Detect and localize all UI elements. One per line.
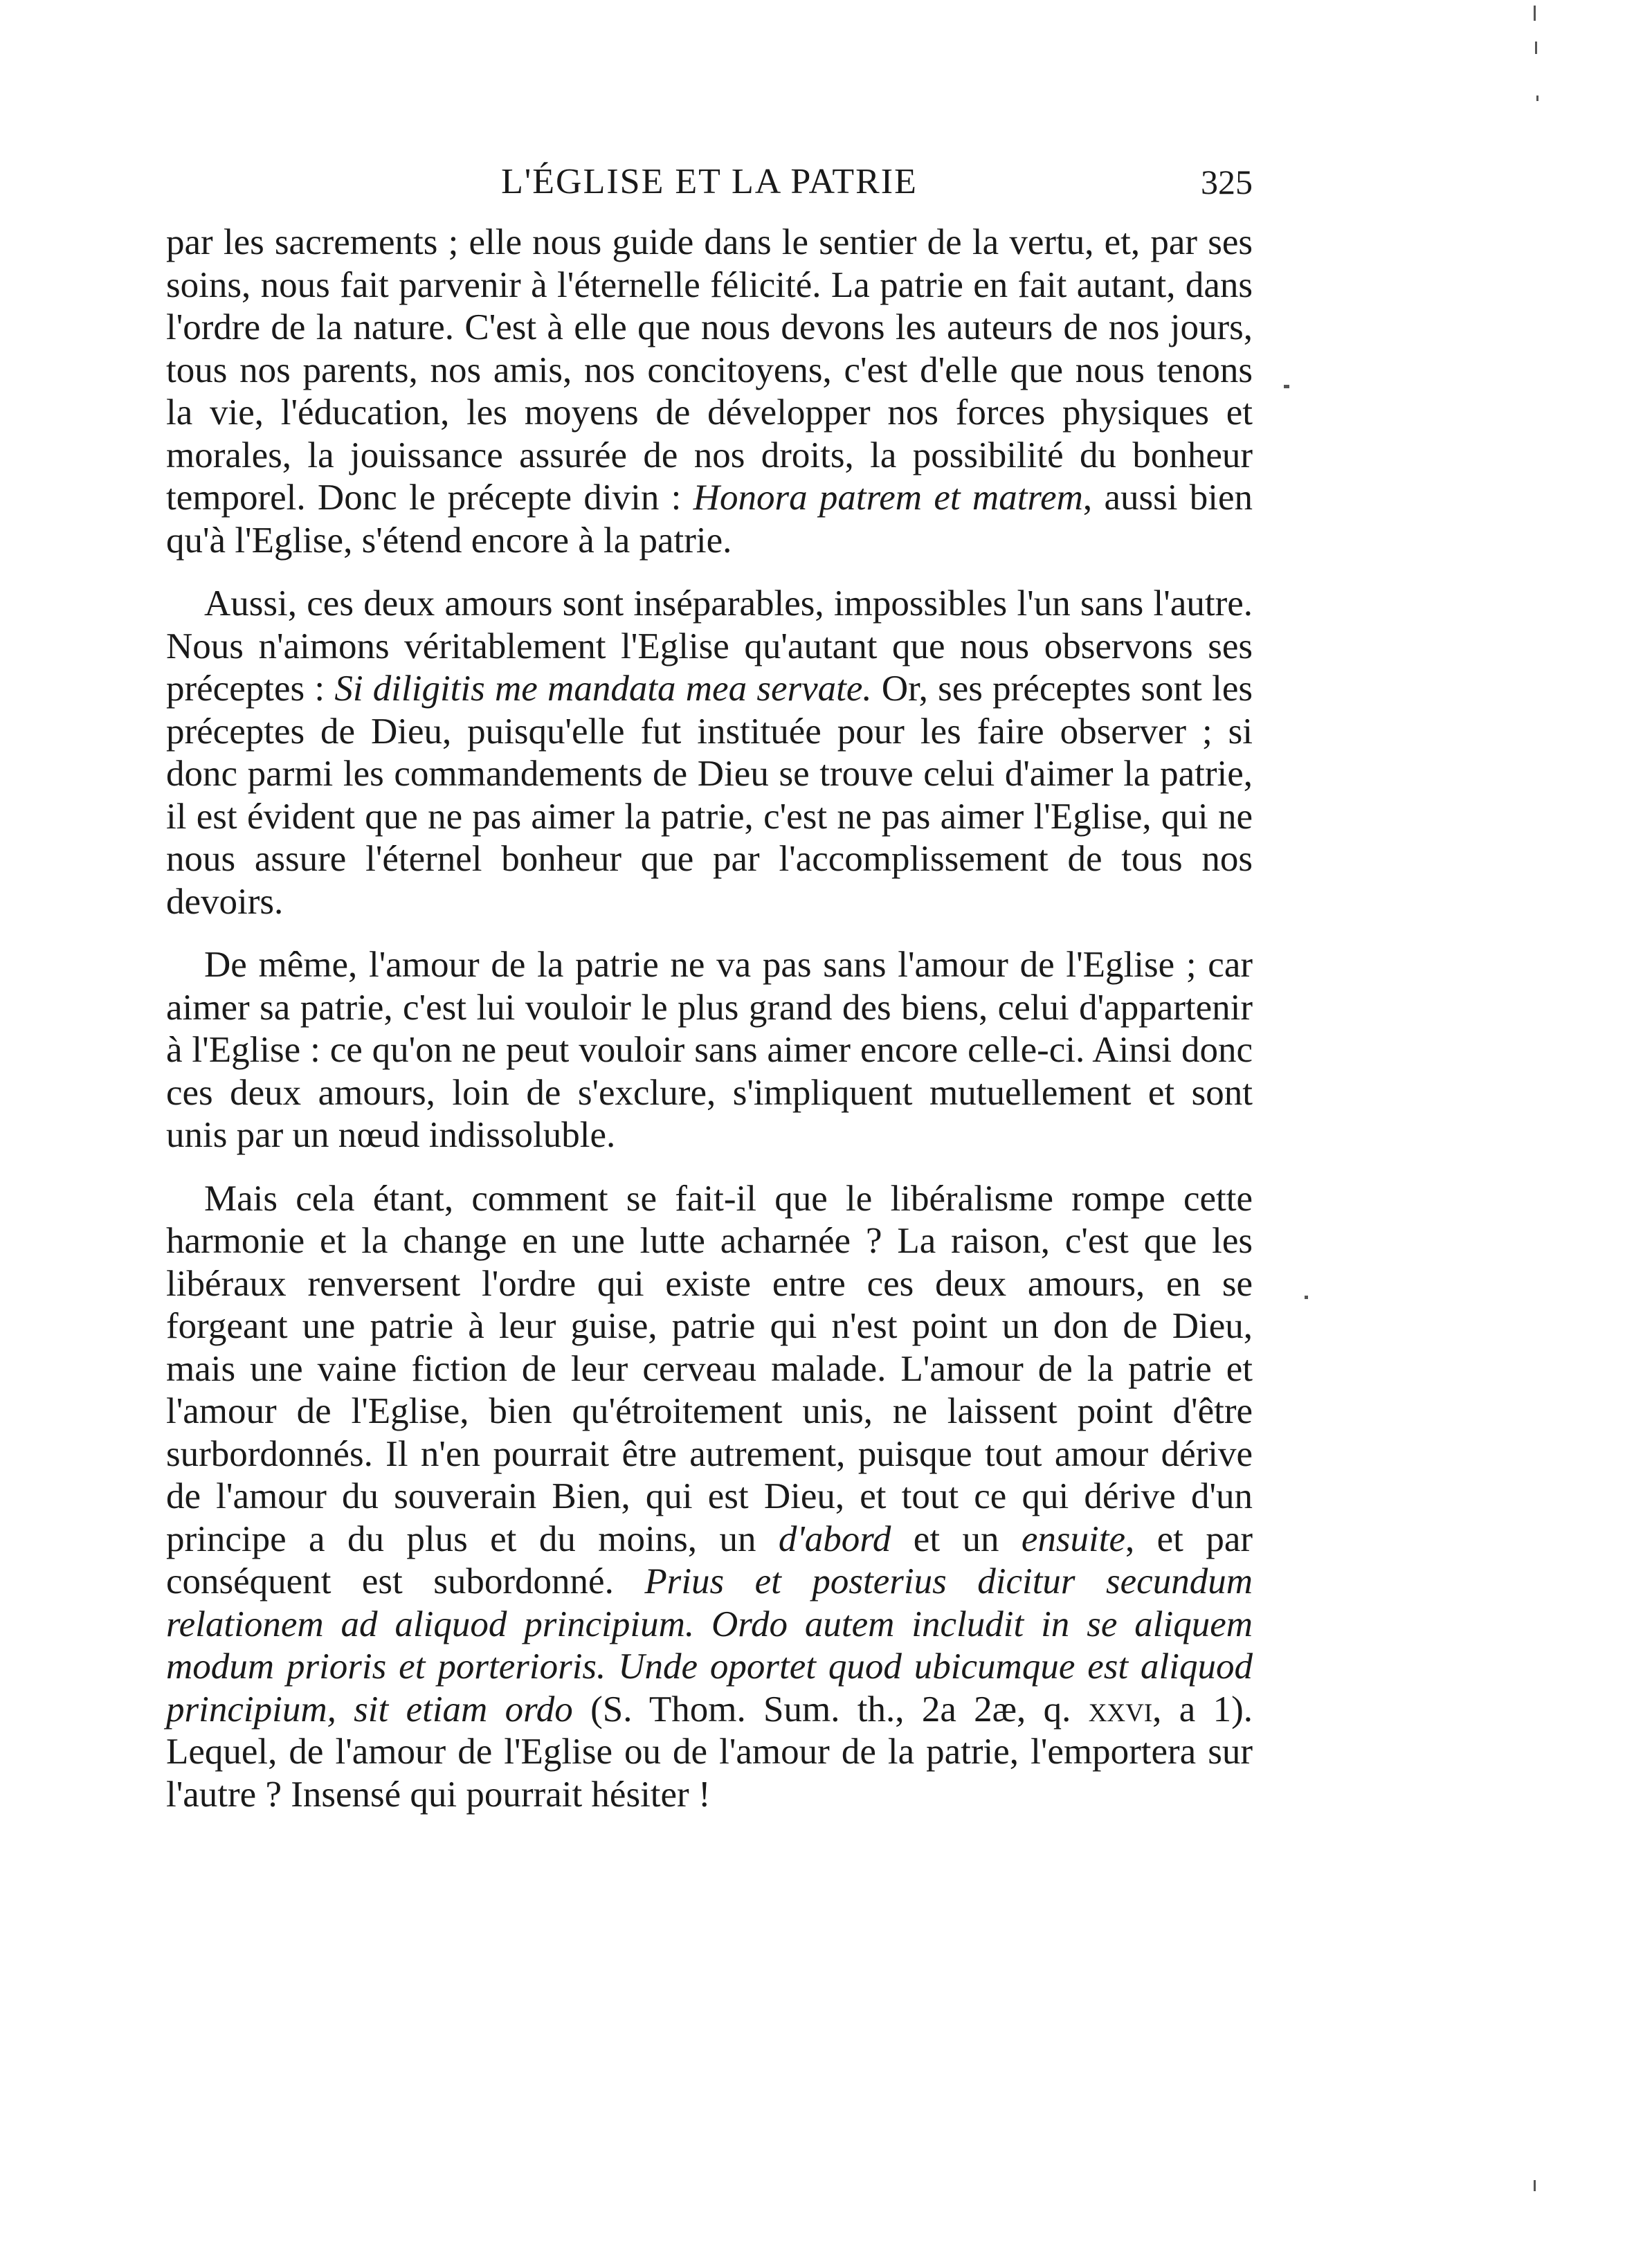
paragraph-4	[166, 1178, 1253, 1817]
scan-speck	[1536, 96, 1538, 101]
scan-speck	[1534, 2180, 1536, 2191]
body-text	[166, 221, 1253, 1816]
paragraph-4-text: Mais cela étant, comment se fait-il que le libéralisme rompe cette harmonie et la change en une lutte acharnée ? La raison, c'est que les libéraux renversent l'ordre qui existe entre ces deux amours, en se forgeant une patrie à leur guise, patrie qui n'est point un don de Dieu, mais une vaine fiction de leur cerveau malade. L'amour de la patrie et l'amour de l'Eglise, bien qu'étroitement unis, ne laissent point d'être surbordonnés. Il n'en pourrait être autrement, puisque tout amour dérive de l'amour du souverain Bien, qui est Dieu, et tout ce qui dérive d'un principe a du plus et du moins, un	[166, 1178, 1253, 1559]
paragraph-1	[166, 221, 1253, 562]
scan-speck	[1305, 1296, 1308, 1299]
paragraph-3-text: De même, l'amour de la patrie ne va pas sans l'amour de l'Eglise ; car aimer sa patrie, c'est lui vouloir le plus grand des biens, celui d'appartenir à l'Eglise : ce qu'on ne peut vouloir sans aimer encore celle-ci. Ainsi donc ces deux amours, loin de s'exclure, s'impliquent mutuellement et sont unis par un nœud indissoluble.	[166, 945, 1253, 1155]
paragraph-1-text: par les sacrements ; elle nous guide dans le sentier de la vertu, et, par ses soins, nous fait parvenir à l'éternelle félicité. La patrie en fait autant, dans l'ordre de la nature. C'est à elle que nous devons les auteurs de nos jours, tous nos parents, nos amis, nos concitoyens, c'est d'elle que nous tenons la vie, l'éducation, les moyens de développer nos forces physiques et morales, la jouissance assurée de nos droits, la possibilité du bonheur temporel. Donc le précepte divin :	[166, 222, 1253, 518]
paragraph-3	[166, 944, 1253, 1157]
running-title: L'ÉGLISE ET LA PATRIE	[501, 162, 918, 201]
paragraph-4-text-3: , et par conséquent est subordonné.	[166, 1518, 1253, 1602]
paragraph-2-text-cont: Or, ses préceptes sont les préceptes de Dieu, puisqu'elle fut instituée pour les faire observer ; si donc parmi les commandements de Dieu se trouve celui d'aimer la patrie, il est évident que ne pas aimer la patrie, c'est ne pas aimer l'Eglise, qui ne nous assure l'éternel bonheur que par l'accomplissement de tous nos devoirs.	[166, 669, 1253, 922]
running-header	[166, 158, 1253, 206]
latin-quote-aquinas: Prius et posterius dicitur secundum relationem ad aliquod principium. Ordo autem includit in se aliquem modum prioris et porterioris. Unde oportet quod ubicumque est aliquod principium, sit etiam ordo	[166, 1561, 1253, 1730]
paragraph-2-text: Aussi, ces deux amours sont inséparables, impossibles l'un sans l'autre. Nous n'aimons véritablement l'Eglise qu'autant que nous observons ses préceptes :	[166, 583, 1253, 709]
paragraph-4-text-5: , a 1). Lequel, de l'amour de l'Eglise ou de l'amour de la patrie, l'emportera sur l'autre ? Insensé qui pourrait hésiter !	[166, 1689, 1253, 1815]
paragraph-2	[166, 583, 1253, 923]
italic-ensuite: ensuite	[1021, 1518, 1125, 1559]
italic-dabord: d'abord	[778, 1518, 891, 1559]
paragraph-1-text-cont: , aussi bien qu'à l'Eglise, s'étend encore à la patrie.	[166, 478, 1253, 561]
scan-speck	[1535, 42, 1537, 54]
scan-speck	[1534, 6, 1536, 21]
paragraph-4-text-4: (S. Thom. Sum. th., 2a 2æ, q.	[572, 1689, 1089, 1730]
latin-quote-diligitis: Si diligitis me mandata mea servate.	[334, 669, 872, 709]
page-number: 325	[1201, 163, 1253, 201]
roman-numeral-xxvi: xxvi	[1088, 1689, 1153, 1730]
paragraph-4-text-2: et un	[891, 1518, 1022, 1559]
latin-quote-honora: Honora patrem et matrem	[693, 478, 1083, 518]
scan-speck	[1284, 385, 1289, 388]
